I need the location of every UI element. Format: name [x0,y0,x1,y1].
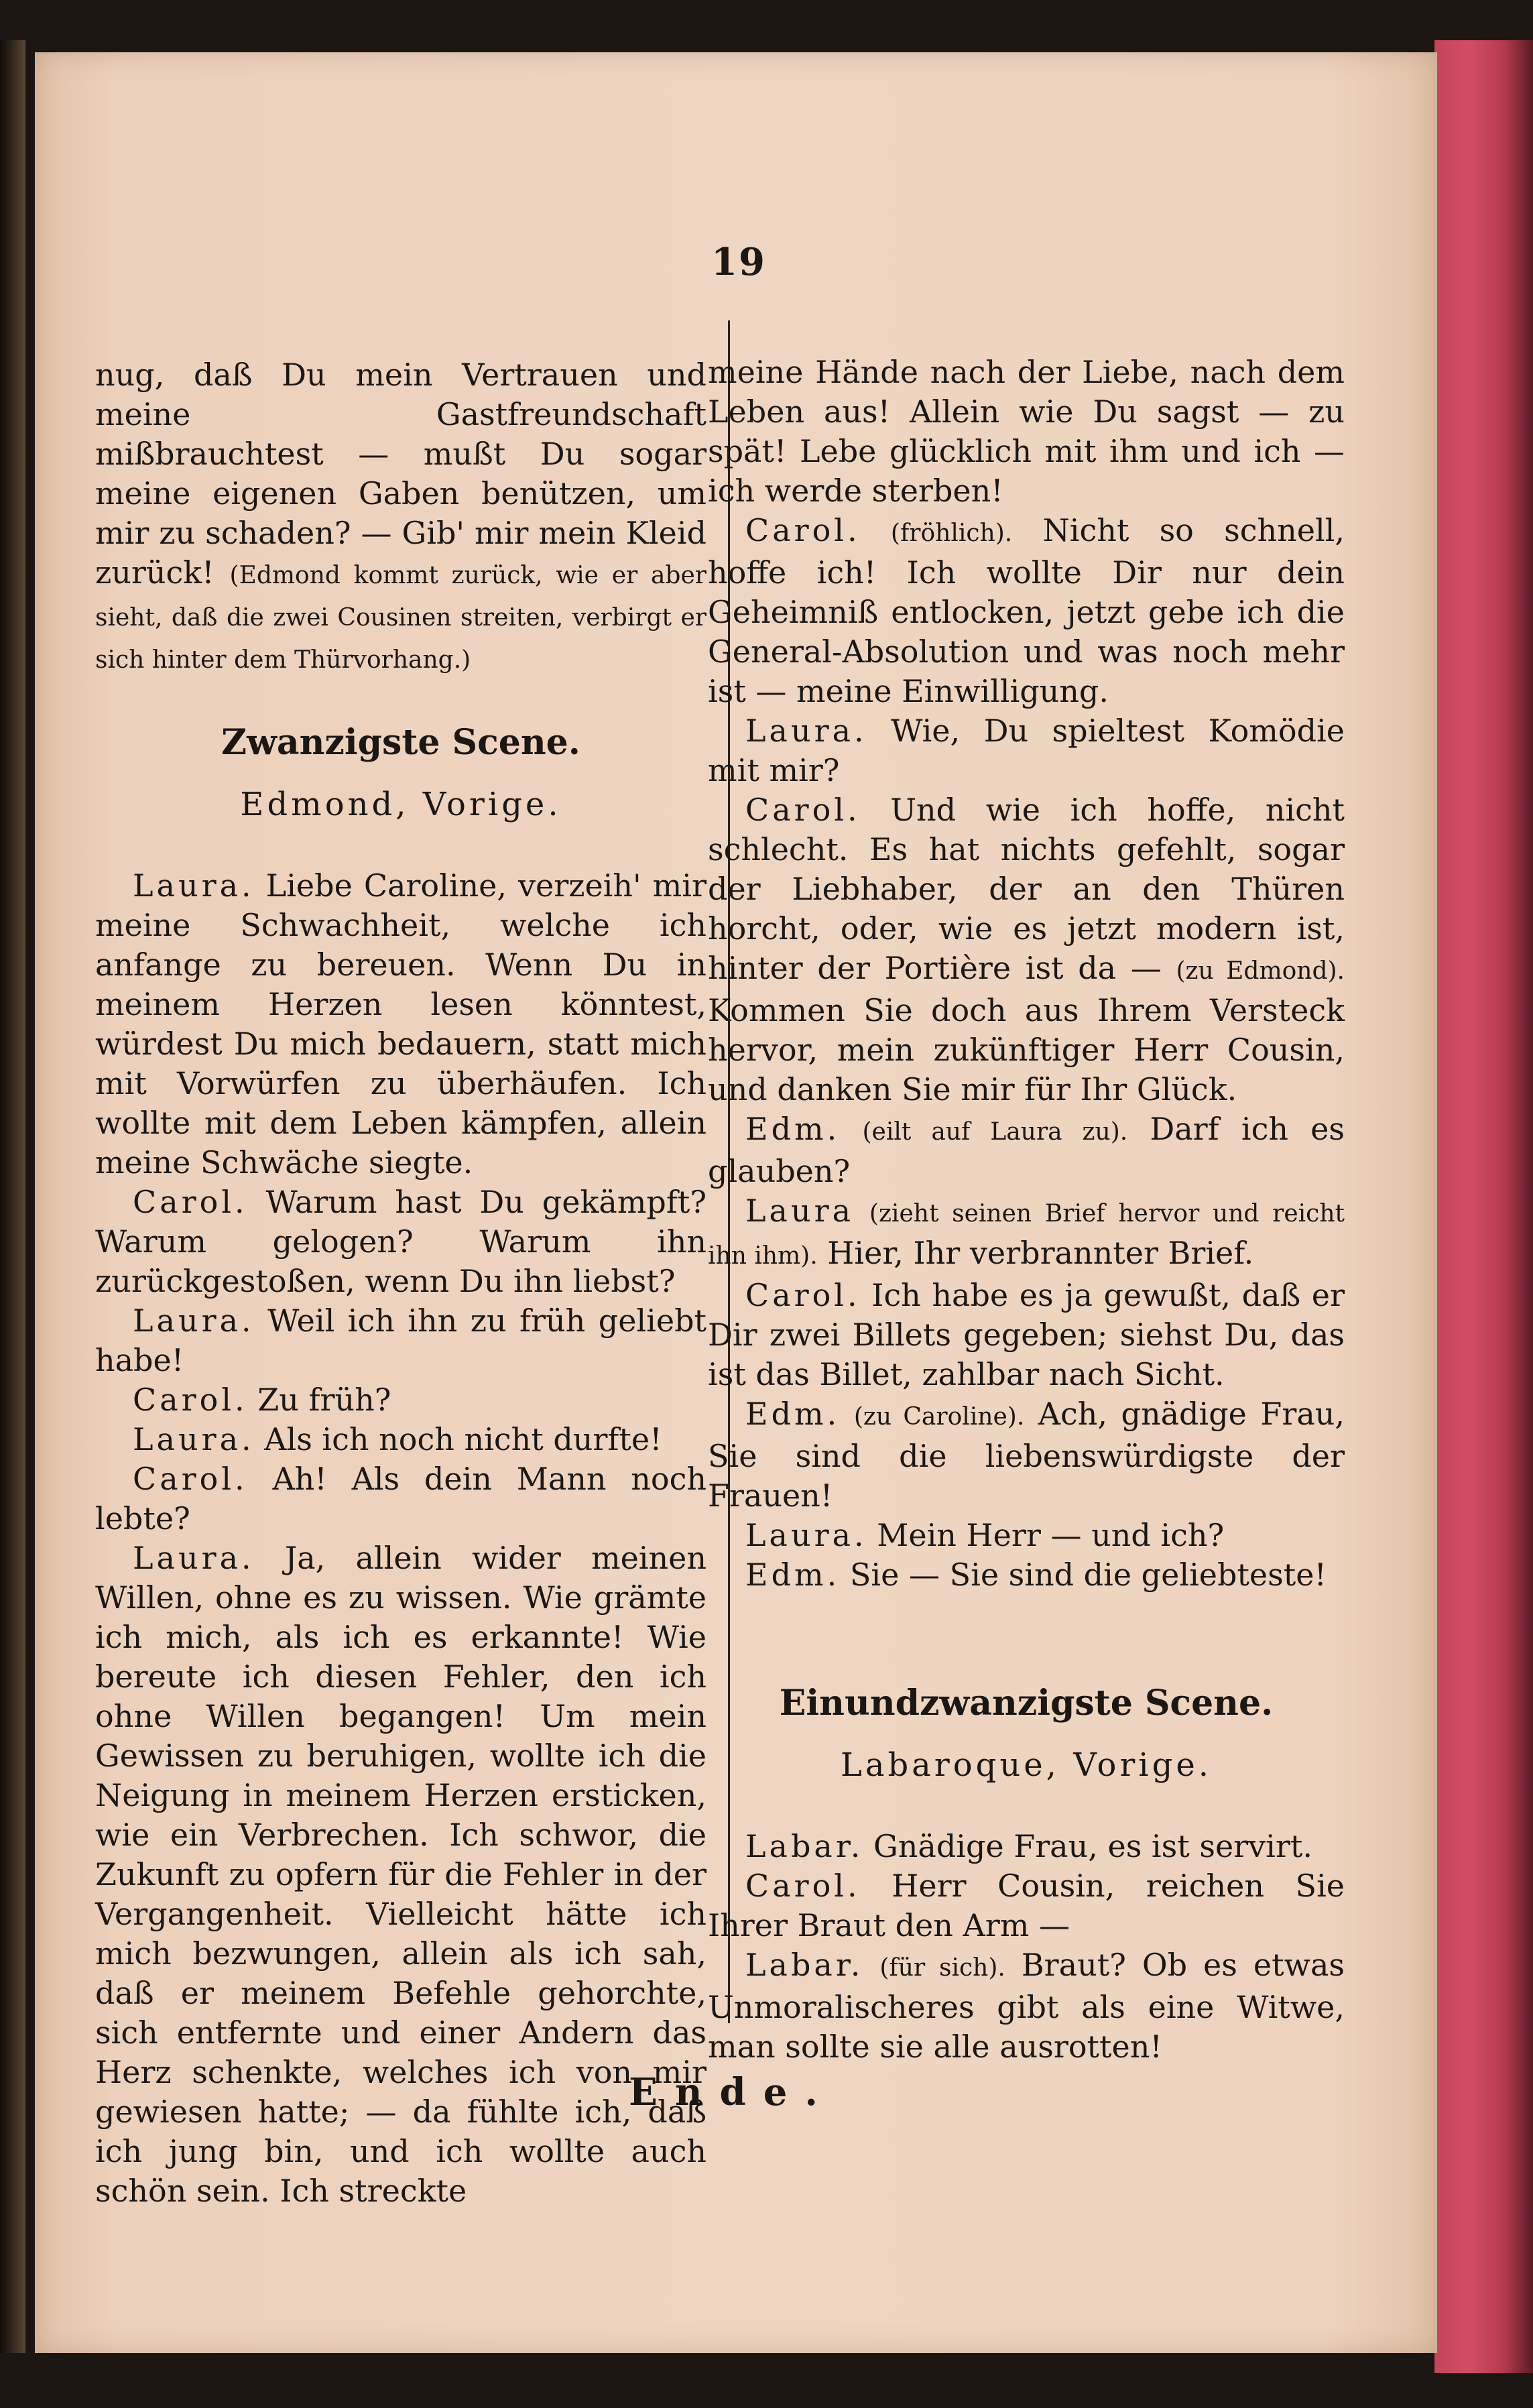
right-column [708,353,1345,2067]
stage-direction: (eilt auf Laura zu). [862,1118,1128,1146]
speech: Und wie ich hoffe, nicht schlecht. Es hat nichts gefehlt, sogar der Liebhaber, der an den Thüren horcht, oder, wie es jetzt modern ist, hinter der Portière ist da — [708,792,1345,986]
speech: Braut? Ob es etwas Unmoralischeres gibt als eine Witwe, man sollte sie alle ausrotten! [708,1947,1345,2065]
speaker: Labar. [745,1828,864,1864]
speech: Warum hast Du gekämpft? Warum gelogen? Warum ihn zurückgestoßen, wenn Du ihn liebst? [95,1184,707,1299]
speech: Ja, allein wider meinen Willen, ohne es zu wissen. Wie grämte ich mich, als ich es erkannte! Wie bereute ich diesen Fehler, den ich ohne Willen begangen! Um mein Gewissen zu beruhigen, wollte ich die Neigung in meinem Herzen ersticken, wie ein Verbrechen. Ich schwor, die Zukunft zu opfern für die Fehler in der Vergangenheit. Vielleicht hätte ich mich bezwungen, allein als ich sah, daß er meinem Befehle gehorchte, sich entfernte und einer Andern das Herz schenkte, welches ich von mir gewiesen hatte; — da fühlte ich, daß ich jung bin, und ich wollte auch schön sein. Ich streckte [95,1540,707,2209]
left-column [95,355,707,2211]
paragraph [95,355,707,680]
stage-direction: (zieht seinen Brief hervor und reicht ihn ihm). [708,1200,1345,1270]
dialogue-line [708,511,1345,711]
speaker: Laura. [133,1303,255,1339]
dialogue-line [95,1301,707,1380]
dialogue-line [95,1420,707,1459]
stage-direction: (zu Edmond). [1176,957,1345,985]
scene-title: Einundzwanzigste Scene. [779,1683,1274,1724]
dialogue-line [708,1945,1345,2067]
dialogue-line [95,1183,707,1301]
book-page [35,52,1437,2353]
stage-direction: (für sich). [879,1954,1005,1982]
speech: Hier, Ihr verbrannter Brief. [827,1235,1254,1271]
scene-title: Zwanzigste Scene. [221,722,580,763]
speaker: Laura. [133,1540,255,1576]
dialogue-line [708,1827,1345,1866]
facing-page-edge [0,40,25,2353]
dialogue-line [95,1459,707,1539]
dialogue-line [708,711,1345,790]
speaker: Carol. [133,1382,248,1418]
speech: Zu früh? [257,1382,391,1418]
dialogue-line [708,1866,1345,1945]
stage-direction: (fröhlich). [890,520,1013,547]
red-page-edges [1434,40,1533,2373]
speaker: Laura. [133,1421,255,1457]
speech: Ach, gnädige Frau, Sie sind die liebenswürdigste der Frauen! [708,1396,1345,1514]
dialogue-line [708,1394,1345,1516]
stage-direction: (zu Caroline). [853,1403,1025,1431]
dialogue-line [708,1276,1345,1394]
speech: Weil ich ihn zu früh geliebt habe! [95,1303,707,1378]
speech: Liebe Caroline, verzeih' mir meine Schwachheit, welche ich anfange zu bereuen. Wenn Du in meinem Herzen lesen könntest, würdest Du mich bedauern, statt mich mit Vorwürfen zu überhäufen. Ich wollte mit dem Leben kämpfen, allein meine Schwäche siegte. [95,867,707,1181]
end-mark: Ende. [629,2070,835,2114]
speech: Herr Cousin, reichen Sie Ihrer Braut den Arm — [708,1868,1345,1943]
speaker: Laura. [745,713,867,749]
page-number: 19 [711,240,766,284]
speaker: Edm. [745,1396,841,1432]
speech: Mein Herr — und ich? [877,1517,1225,1553]
dialogue-line [708,1191,1345,1276]
dialogue-line [95,866,707,1183]
dialogue-line [708,790,1345,1109]
speech: Kommen Sie doch aus Ihrem Versteck hervor, mein zukünftiger Herr Cousin, und danken Sie mir für Ihr Glück. [708,992,1345,1107]
speaker: Carol. [745,1868,861,1904]
speech: Ich habe es ja gewußt, daß er Dir zwei Billets gegeben; siehst Du, das ist das Billet, zahlbar nach Sicht. [708,1277,1345,1392]
paragraph-text: nug, daß Du mein Vertrauen und meine Gastfreundschaft mißbrauchtest — mußt Du sogar meine eigenen Gaben benützen, um mir zu schaden? — Gib' mir mein Kleid zurück! [95,357,707,591]
speech: Nicht so schnell, hoffe ich! Ich wollte Dir nur dein Geheimniß entlocken, jetzt gebe ich die General-Absolution und was noch mehr ist — meine Einwilligung. [708,512,1345,709]
stage-direction: (Edmond kommt zurück, wie er aber sieht, daß die zwei Cousinen streiten, verbirgt er sich hinter dem Thürvorhang.) [95,562,707,674]
speech: Wie, Du spieltest Komödie mit mir? [708,713,1345,788]
dialogue-line [708,1516,1345,1555]
speaker: Laura. [133,867,255,904]
dialogue-line [95,1380,707,1420]
speech: Gnädige Frau, es ist servirt. [873,1828,1312,1864]
speaker: Laura. [745,1517,867,1553]
speaker: Labar. [745,1947,864,1983]
speech: Darf ich es glauben? [708,1111,1345,1189]
scene-cast: Edmond, Vorige. [240,786,562,823]
speaker: Laura [745,1193,855,1229]
dialogue-line [708,1555,1345,1595]
scene-cast: Labaroque, Vorige. [840,1746,1213,1784]
speech: Sie — Sie sind die geliebteste! [849,1557,1327,1593]
speaker: Carol. [133,1184,248,1220]
dialogue-line [708,1109,1345,1191]
paragraph: meine Hände nach der Liebe, nach dem Leben aus! Allein wie Du sagst — zu spät! Lebe glücklich mit ihm und ich — ich werde sterben! [708,354,1345,509]
speaker: Carol. [133,1461,248,1497]
speech: Als ich noch nicht durfte! [264,1421,662,1457]
speaker: Carol. [745,1277,861,1313]
speaker: Edm. [745,1557,841,1593]
speaker: Edm. [745,1111,841,1147]
speaker: Carol. [745,512,861,548]
speaker: Carol. [745,792,861,828]
speech: Ah! Als dein Mann noch lebte? [95,1461,707,1537]
